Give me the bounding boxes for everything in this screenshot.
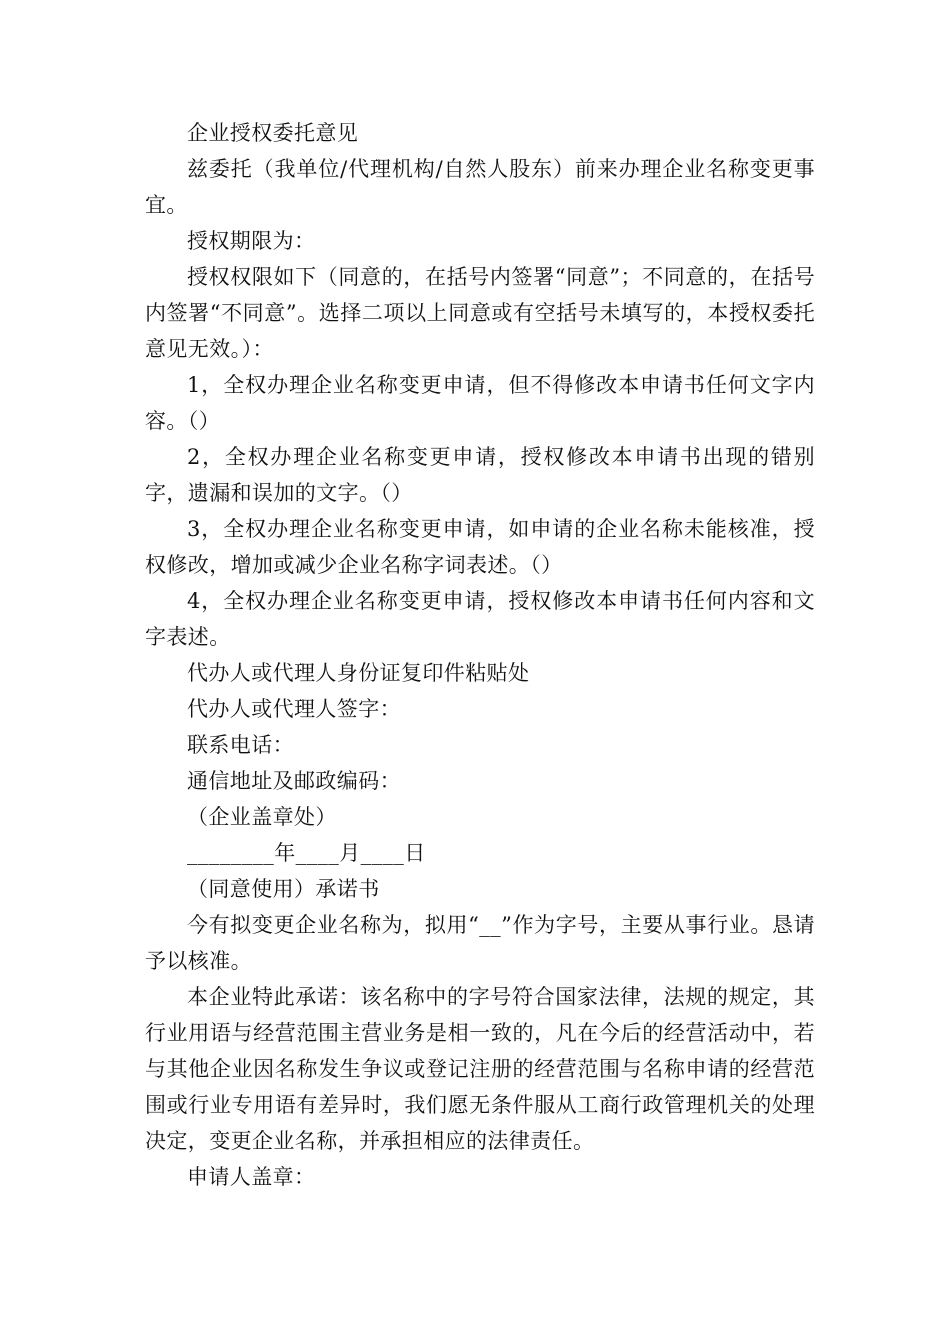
paragraph-authorization-scope: 授权权限如下（同意的，在括号内签署“同意”；不同意的，在括号内签署“不同意”。选择二项以上同意或有空括号未填写的，本授权委托意见无效。）： — [145, 265, 815, 361]
address-postcode-label: 通信地址及邮政编码： — [187, 769, 401, 793]
list-item-option-1: 1，全权办理企业名称变更申请，但不得修改本申请书任何文字内容。（） — [145, 373, 815, 433]
phone-label: 联系电话： — [187, 733, 294, 757]
applicant-seal-label: 申请人盖章： — [187, 1165, 316, 1189]
paragraph-commitment: 本企业特此承诺：该名称中的字号符合国家法律，法规的规定，其行业用语与经营范围主营业务是相一致的，凡在今后的经营活动中，若与其他企业因名称发生争议或登记注册的经营范围与名称申请的经营范围或行业专用语有差异时，我们愿无条件服从工商行政管理机关的处理决定，变更企业名称，并承担相应的法律责任。 — [145, 985, 815, 1153]
document-body — [145, 115, 815, 1195]
company-seal-label: （企业盖章处） — [187, 805, 337, 829]
list-item-option-2: 2，全权办理企业名称变更申请，授权修改本申请书出现的错别字，遗漏和误加的文字。（） — [145, 445, 815, 505]
id-copy-paste-area-label: 代办人或代理人身份证复印件粘贴处 — [187, 661, 530, 685]
heading-commitment: （同意使用）承诺书 — [187, 877, 380, 901]
date-line: ________年____月____日 — [187, 841, 426, 865]
list-item-option-3: 3，全权办理企业名称变更申请，如申请的企业名称未能核准，授权修改，增加或减少企业名称字词表述。（） — [145, 517, 815, 577]
agent-signature-label: 代办人或代理人签字： — [187, 697, 401, 721]
paragraph-authorization-period: 授权期限为： — [187, 229, 316, 253]
list-item-option-4: 4，全权办理企业名称变更申请，授权修改本申请书任何内容和文字表述。 — [145, 589, 815, 649]
paragraph-name-request: 今有拟变更企业名称为，拟用“__”作为字号，主要从事行业。恳请予以核准。 — [145, 913, 815, 973]
paragraph-entrustment: 兹委托（我单位/代理机构/自然人股东）前来办理企业名称变更事宜。 — [145, 157, 815, 217]
heading-authorization: 企业授权委托意见 — [187, 121, 359, 145]
